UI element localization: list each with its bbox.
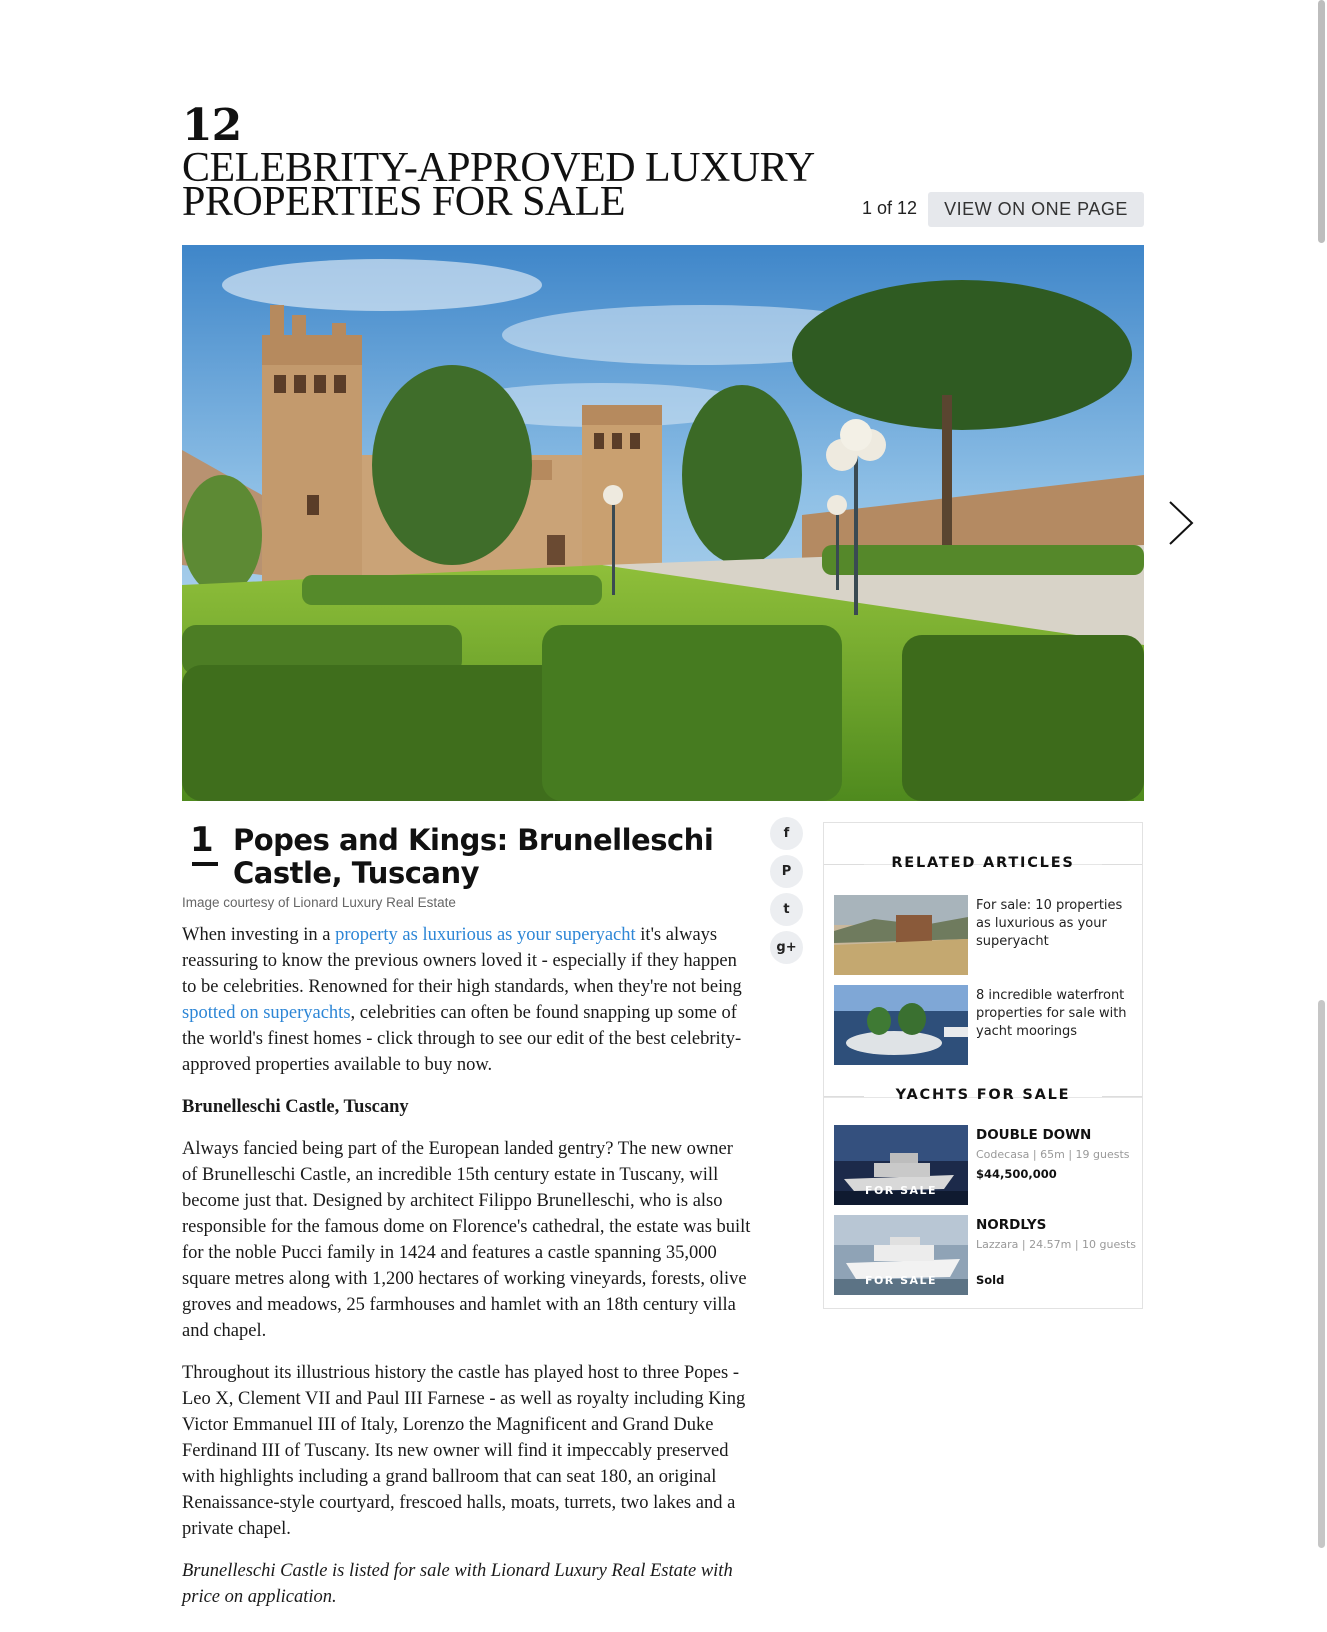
yacht-name: DOUBLE DOWN <box>976 1127 1092 1143</box>
for-sale-badge: FOR SALE <box>864 1184 938 1197</box>
yacht-card[interactable] <box>834 1125 1134 1207</box>
content-scrollbar-thumb[interactable] <box>1318 1000 1325 1548</box>
twitter-icon: t <box>783 902 790 917</box>
page-scrollbar-thumb[interactable] <box>1318 0 1325 243</box>
gallery-pager: 1 of 12 <box>862 198 918 218</box>
share-facebook-button[interactable] <box>770 817 803 850</box>
yacht-thumbnail <box>834 1125 968 1205</box>
share-twitter-button[interactable] <box>770 893 803 926</box>
yacht-name: NORDLYS <box>976 1217 1047 1233</box>
yacht-card[interactable] <box>834 1215 1137 1297</box>
related-article-title: For sale: 10 properties as luxurious as your superyacht <box>976 898 1123 949</box>
share-google-plus-button[interactable] <box>770 931 803 964</box>
article-body <box>182 922 752 1626</box>
hero-image-castle <box>182 245 1144 801</box>
sidebar <box>823 822 1143 1309</box>
for-sale-badge: FOR SALE <box>864 1274 938 1287</box>
property-link[interactable]: property as luxurious as your superyacht <box>335 925 636 945</box>
next-slide-button[interactable] <box>1166 498 1196 548</box>
related-article-card[interactable] <box>834 985 1134 1067</box>
gallery-count: 12 <box>182 100 242 151</box>
paragraph-history: Throughout its illustrious history the castle has played host to three Popes - Leo X, Clement VII and Paul III Farnese - as well as royalty including King Victor Emmanuel III of Italy, Lorenzo the Magnificent and Grand Duke Ferdinand III of Tuscany. Its new owner will find it impeccably preserved with highlights including a grand ballroom that can seat 180, an original Renaissance-style courtyard, frescoed halls, moats, turrets, two lakes and a private chapel. <box>182 1363 746 1539</box>
facebook-icon: f <box>783 826 790 841</box>
superyachts-link[interactable]: spotted on superyachts <box>182 1003 351 1023</box>
image-credit: Image courtesy of Lionard Luxury Real Estate <box>182 895 456 910</box>
intro-paragraph: When investing in a property as luxurious as your superyacht it's always reassuring to know the previous owners loved it - especially if they happen to be celebrities. Renowned for their high standards, when they're not being spotted on superyachts, celebrities can often be found snapping up some of the world's finest homes - click through to see our edit of the best celebrity-approved properties available to buy now. <box>182 925 742 1075</box>
related-article-thumbnail <box>834 985 968 1065</box>
yacht-thumbnail <box>834 1215 968 1295</box>
paragraph-listing: Brunelleschi Castle is listed for sale with Lionard Luxury Real Estate with price on application. <box>182 1561 733 1607</box>
yacht-price: $44,500,000 <box>976 1167 1057 1181</box>
chevron-right-icon <box>1166 498 1196 548</box>
item-title: Popes and Kings: Brunelleschi Castle, Tuscany <box>233 823 714 890</box>
item-number-underline <box>192 862 218 866</box>
related-articles-heading: RELATED ARTICLES <box>824 855 1142 871</box>
yacht-details: Codecasa | 65m | 19 guests <box>976 1148 1130 1161</box>
related-article-card[interactable] <box>834 895 1134 977</box>
related-article-title: 8 incredible waterfront properties for sale with yacht moorings <box>976 988 1127 1039</box>
yacht-price: Sold <box>976 1273 1005 1287</box>
paragraph-estate: Always fancied being part of the European landed gentry? The new owner of Brunelleschi Castle, an incredible 15th century estate in Tuscany, will become just that. Designed by architect Filippo Brunelleschi, who is also responsible for the famous dome on Florence's cathedral, the estate was built for the noble Pucci family in 1424 and features a castle spanning 35,000 square metres along with 1,200 hectares of working vineyards, forests, olive groves and meadows, 25 farmhouses and hamlet with an 18th century villa and chapel. <box>182 1139 751 1341</box>
yachts-for-sale-heading: YACHTS FOR SALE <box>824 1087 1142 1103</box>
pinterest-icon: P <box>781 864 792 879</box>
page-title: CELEBRITY-APPROVED LUXURY PROPERTIES FOR SALE <box>182 145 814 225</box>
view-on-one-page-button[interactable]: VIEW ON ONE PAGE <box>928 192 1144 227</box>
share-pinterest-button[interactable] <box>770 855 803 888</box>
related-article-thumbnail <box>834 895 968 975</box>
item-number: 1 <box>190 820 214 860</box>
yacht-details: Lazzara | 24.57m | 10 guests <box>976 1238 1137 1251</box>
google-plus-icon: g+ <box>776 940 797 955</box>
subheading: Brunelleschi Castle, Tuscany <box>182 1097 409 1117</box>
